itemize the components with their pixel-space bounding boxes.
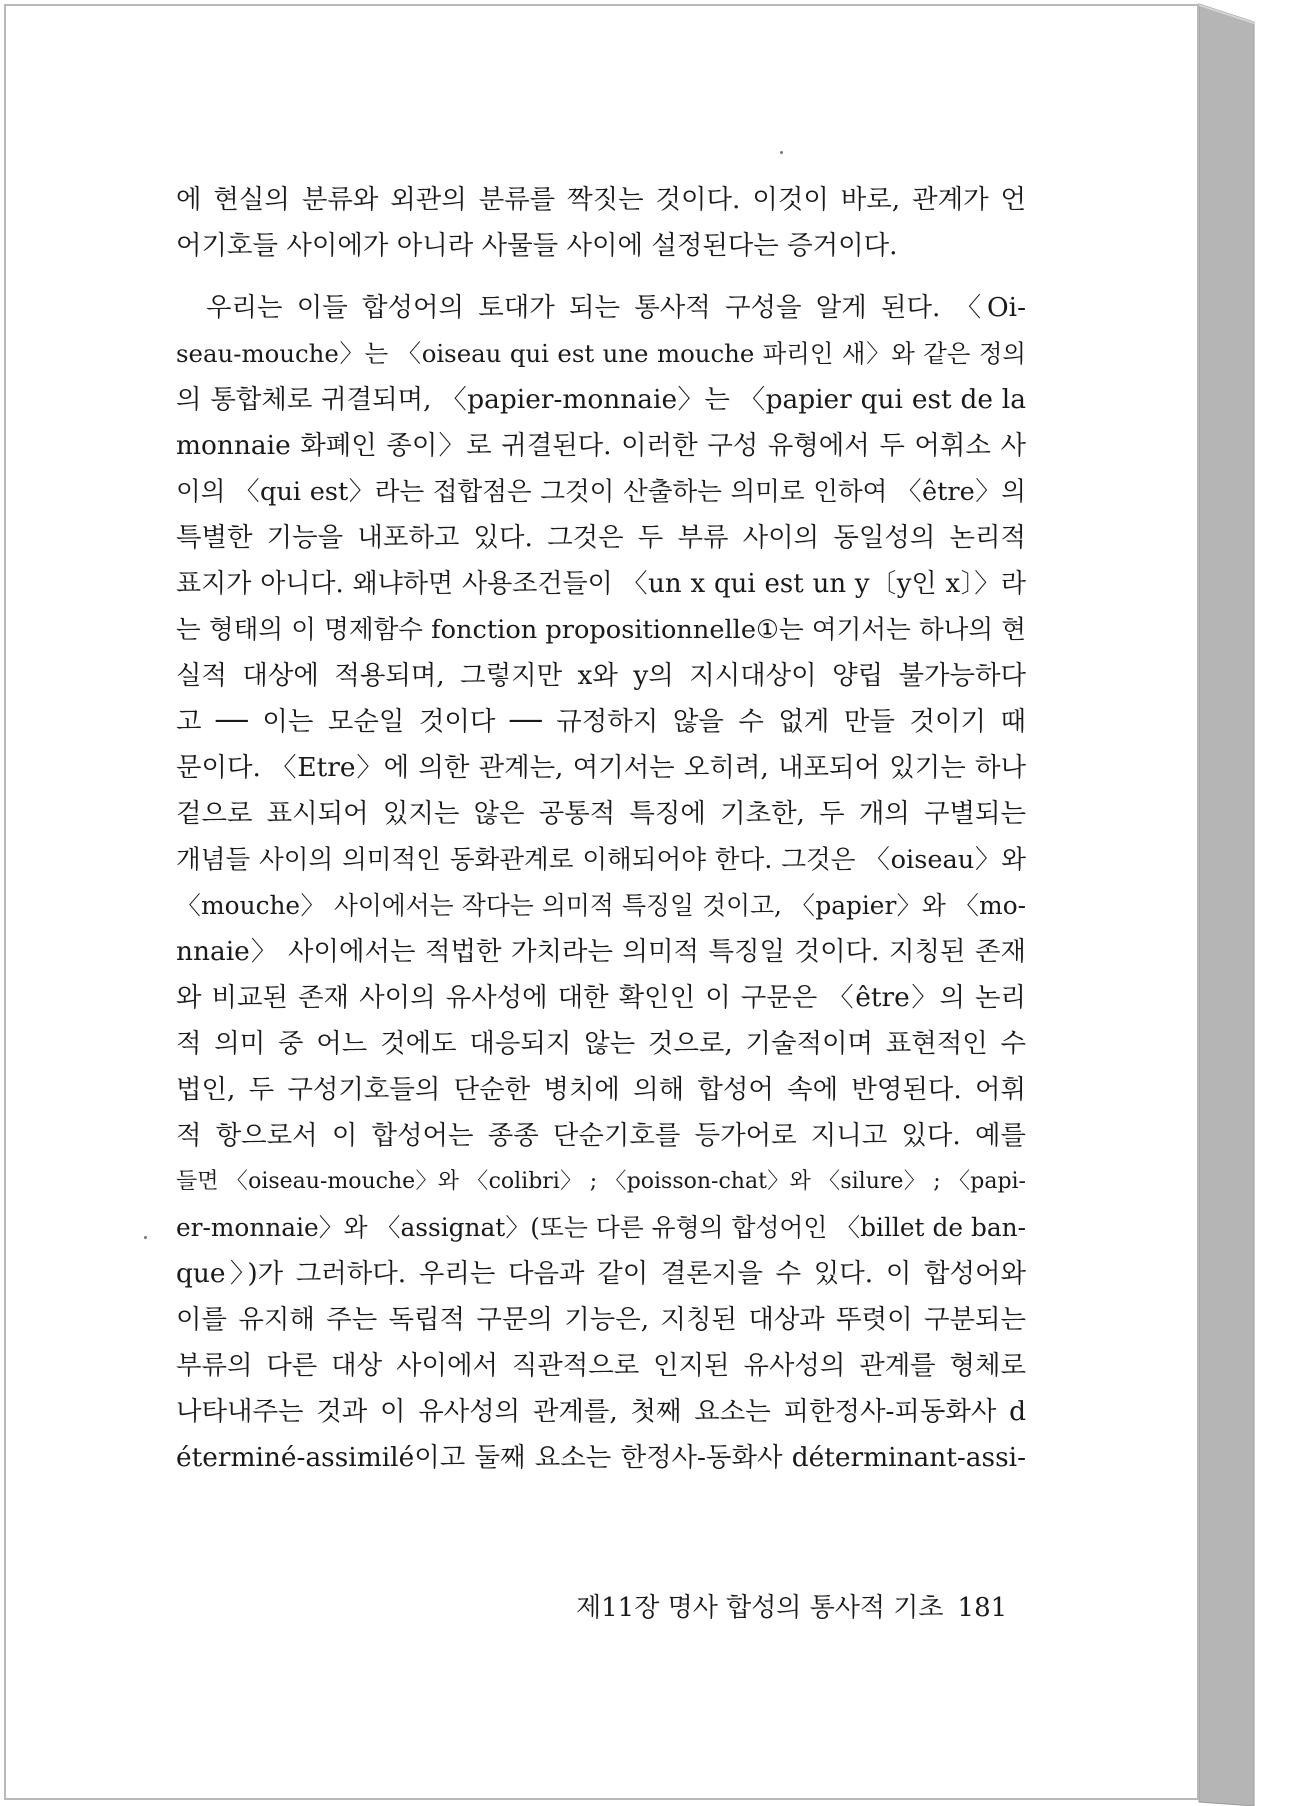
text-line: 특별한 기능을 내포하고 있다. 그것은 두 부류 사이의 동일성의 논리적 <box>176 522 1026 553</box>
text-line: 〈mouche〉 사이에서는 작다는 의미적 특징일 것이고, 〈papier〉와 〈mo- <box>176 891 1026 920</box>
text-line: 적 의미 중 어느 것에도 대응되지 않는 것으로, 기술적이며 표현적인 수 <box>176 1028 1026 1059</box>
text-line: monnaie 화폐인 종이〉로 귀결된다. 이러한 구성 유형에서 두 어휘소 사 <box>176 430 1026 461</box>
text-line: 들면 〈oiseau-mouche〉와 〈colibri〉 ; 〈poisson-chat〉와 〈silure〉 ; 〈papi- <box>176 1169 1026 1194</box>
scan-speck <box>780 151 783 154</box>
text-line: 실적 대상에 적용되며, 그렇지만 x와 y의 지시대상이 양립 불가능하다 <box>176 660 1026 691</box>
text-line: 는 형태의 이 명제함수 fonction propositionnelle①는 여기서는 하나의 현 <box>176 615 1026 645</box>
text-line: 이의 〈qui est〉라는 접합점은 그것이 산출하는 의미로 인하여 〈être〉의 <box>176 477 1026 507</box>
text-line: 와 비교된 존재 사이의 유사성에 대한 확인인 이 구문은 〈être〉의 논리 <box>176 982 1026 1013</box>
text-line: 에 현실의 분류와 외관의 분류를 짝짓는 것이다. 이것이 바로, 관계가 언 <box>176 184 1026 215</box>
text-line: 표지가 아니다. 왜냐하면 사용조건들이 〈un x qui est un y〔y인 x〕〉라 <box>176 569 1026 599</box>
scan-speck <box>144 1236 147 1239</box>
text-line: 겉으로 표시되어 있지는 않은 공통적 특징에 기초한, 두 개의 구별되는 <box>176 798 1026 829</box>
text-line: er-monnaie〉와 〈assignat〉(또는 다른 유형의 합성어인 〈billet de ban- <box>176 1213 1026 1242</box>
text-line: nnaie〉 사이에서는 적법한 가치라는 의미적 특징일 것이다. 지칭된 존재 <box>176 936 1026 967</box>
text-line: 문이다. 〈Etre〉에 의한 관계는, 여기서는 오히려, 내포되어 있기는 하나 <box>176 752 1026 783</box>
text-line: 의 통합체로 귀결되며, 〈papier-monnaie〉는 〈papier qui est de la <box>176 384 1026 415</box>
text-line: que〉)가 그러하다. 우리는 다음과 같이 결론지을 수 있다. 이 합성어와 <box>176 1258 1026 1289</box>
running-title: 제11장 명사 합성의 통사적 기초 <box>576 1593 944 1623</box>
text-line: 적 항으로서 이 합성어는 종종 단순기호를 등가어로 지니고 있다. 예를 <box>176 1120 1026 1151</box>
text-line: 이를 유지해 주는 독립적 구문의 기능은, 지칭된 대상과 뚜렷이 구분되는 <box>176 1304 1026 1335</box>
book-page <box>4 4 1199 1800</box>
text-line: 나타내주는 것과 이 유사성의 관계를, 첫째 요소는 피한정사-피동화사 d <box>176 1396 1026 1427</box>
running-footer <box>576 1586 1008 1630</box>
text-line: 어기호들 사이에가 아니라 사물들 사이에 설정된다는 증거이다. <box>176 230 898 261</box>
text-line: éterminé-assimilé이고 둘째 요소는 한정사-동화사 déterminant-assi- <box>176 1442 1026 1473</box>
text-line: seau-mouche〉는 〈oiseau qui est une mouche 파리인 새〉와 같은 정의 <box>176 339 1026 368</box>
text-line: 부류의 다른 대상 사이에서 직관적으로 인지된 유사성의 관계를 형체로 <box>176 1350 1026 1381</box>
text-line: 우리는 이들 합성어의 토대가 되는 통사적 구성을 알게 된다. 〈Oi- <box>206 292 1026 323</box>
text-line: 고 ── 이는 모순일 것이다 ── 규정하지 않을 수 없게 만들 것이기 때 <box>176 706 1026 737</box>
page-number: 181 <box>957 1593 1008 1623</box>
text-line: 법인, 두 구성기호들의 단순한 병치에 의해 합성어 속에 반영된다. 어휘 <box>176 1074 1026 1105</box>
text-line: 개념들 사이의 의미적인 동화관계로 이해되어야 한다. 그것은 〈oiseau〉와 <box>176 845 1026 875</box>
page-stack-side <box>1199 4 1254 1806</box>
